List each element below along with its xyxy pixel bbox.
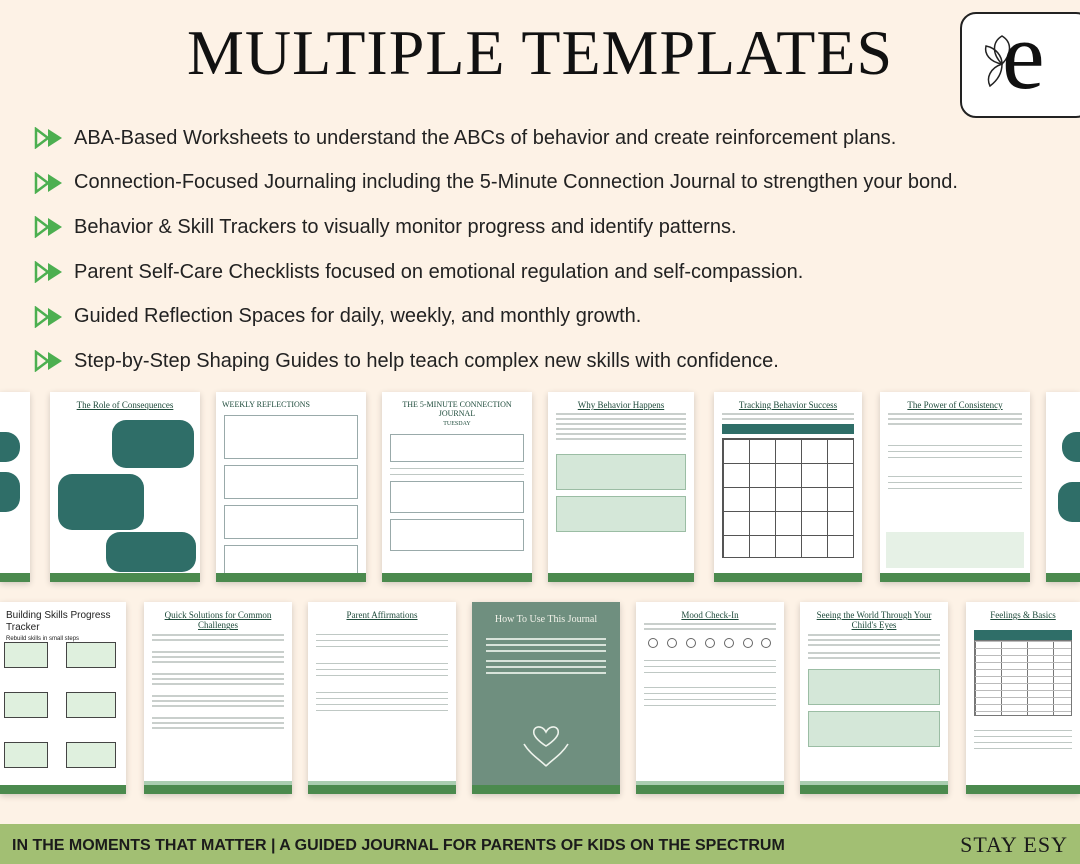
page-title: The Power of Consistency [907,400,1003,410]
page-preview-power-consistency [880,392,1030,582]
page-preview-seeing-world [800,602,948,794]
double-arrow-icon [34,350,66,372]
page-title: Why Behavior Happens [577,400,665,410]
page-preview-partial-right [1046,392,1080,582]
page-title: Building Skills Progress Tracker [6,610,111,633]
feature-item [34,116,958,161]
brand-logo [960,2,1080,118]
page-title: Parent Affirmations [346,610,418,620]
page-preview-consequences [50,392,200,582]
page-title: Mood Check-In [681,610,739,620]
page-preview-tracking-behavior [714,392,862,582]
page-preview-why-behavior [548,392,694,582]
page-preview-quick-solutions [144,602,292,794]
page-preview-mood-checkin [636,602,784,794]
page-preview-partial-left [0,392,30,582]
feature-item [34,161,958,206]
feature-text: Connection-Focused Journaling including the 5-Minute Connection Journal to strengthen your bond. [74,171,958,194]
page-preview-how-to-use [472,602,620,794]
feature-text: Parent Self-Care Checklists focused on emotional regulation and self-compassion. [74,260,804,283]
feature-item [34,205,958,250]
page-title: Feelings & Basics [990,610,1056,620]
double-arrow-icon [34,216,66,238]
banner-tagline: IN THE MOMENTS THAT MATTER | A GUIDED JOURNAL FOR PARENTS OF KIDS ON THE SPECTRUM [12,837,785,854]
double-arrow-icon [34,127,66,149]
feature-text: ABA-Based Worksheets to understand the ABCs of behavior and create reinforcement plans. [74,126,897,149]
feature-text: Guided Reflection Spaces for daily, weekly, and monthly growth. [74,305,642,328]
page-subtitle: TUESDAY [443,421,471,428]
page-preview-parent-affirmations [308,602,456,794]
headline: MULTIPLE TEMPLATES [186,17,894,88]
feature-item [34,294,958,339]
page-title: Tracking Behavior Success [738,400,838,410]
feature-item [34,250,958,295]
page-title: Quick Solutions for Common Challenges [164,610,272,631]
double-arrow-icon [34,261,66,283]
hands-heart-icon [516,710,576,770]
page-title: THE 5-MINUTE CONNECTION JOURNAL [402,400,512,419]
footer-banner [0,824,1080,864]
double-arrow-icon [34,306,66,328]
page-preview-connection-journal [382,392,532,582]
page-subtitle: Rebuild skills in small steps [6,636,80,642]
page-title: WEEKLY REFLECTIONS [222,400,311,409]
banner-brand: STAY ESY [960,832,1068,857]
feature-text: Behavior & Skill Trackers to visually monitor progress and identify patterns. [74,215,737,238]
feature-item [34,339,958,384]
page-title: Seeing the World Through Your Child's Eyes [816,610,932,631]
page-title: How To Use This Journal [494,614,598,625]
feature-text: Step-by-Step Shaping Guides to help teach complex new skills with confidence. [74,349,779,372]
feature-list [34,116,958,384]
page-preview-weekly-reflections [216,392,366,582]
page-preview-skills-tracker [0,602,126,794]
double-arrow-icon [34,172,66,194]
page-preview-feelings-basics [966,602,1080,794]
logo-letter: e [1002,2,1045,109]
page-title: The Role of Consequences [76,400,174,410]
